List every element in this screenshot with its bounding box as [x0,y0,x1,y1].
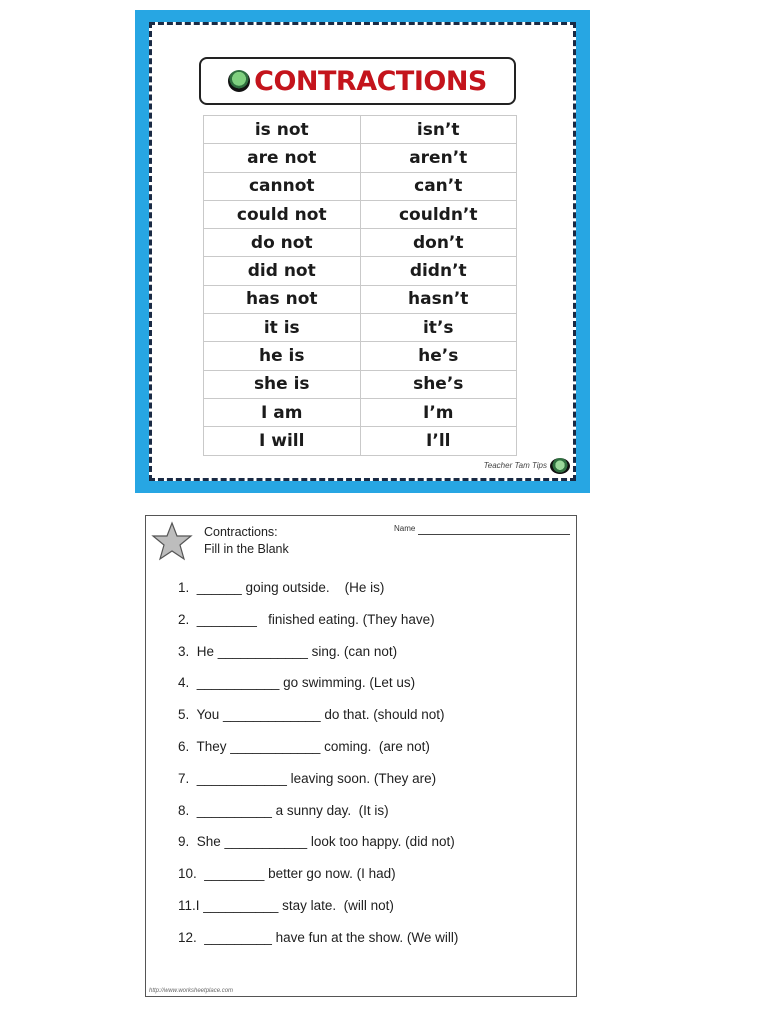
exercise-item: 1. ______ going outside. (He is) [178,580,385,595]
contraction-cell: don’t [360,229,517,257]
badge-icon [228,70,250,92]
full-form-cell: do not [204,229,361,257]
contraction-row [204,398,517,426]
poster-panel [149,22,576,481]
contraction-cell: hasn’t [360,285,517,313]
contraction-cell: I’m [360,398,517,426]
full-form-cell: she is [204,370,361,398]
full-form-cell: I am [204,398,361,426]
exercise-item: 11.I __________ stay late. (will not) [178,897,394,913]
contraction-row [204,172,517,200]
exercise-list [178,578,458,960]
contraction-cell: didn’t [360,257,517,285]
contraction-row [204,285,517,313]
full-form-cell: it is [204,314,361,342]
source-url: http://www.worksheetplace.com [149,988,234,994]
full-form-cell: I will [204,427,361,455]
name-label: Name [394,524,416,533]
contraction-row [204,144,517,172]
contraction-row [204,200,517,228]
worksheet-title [204,524,289,558]
exercise-item: 3. He ____________ sing. (can not) [178,643,398,659]
contraction-cell: isn’t [360,116,517,144]
exercise-item: 4. ___________ go swimming. (Let us) [178,675,416,691]
star-icon [151,521,193,561]
poster-title-box [199,57,516,105]
contraction-row [204,427,517,455]
exercise-item: 7. ____________ leaving soon. (They are) [178,770,437,786]
contraction-row [204,342,517,370]
worksheet-title-line2: Fill in the Blank [204,542,289,556]
contraction-row [204,229,517,257]
contractions-poster [135,10,590,493]
exercise-item: 6. They ____________ coming. (are not) [178,738,430,754]
contraction-cell: aren’t [360,144,517,172]
exercise-item: 5. You _____________ do that. (should not) [178,707,445,723]
full-form-cell: cannot [204,172,361,200]
badge-icon [550,458,570,474]
contraction-cell: can’t [360,172,517,200]
contraction-cell: couldn’t [360,200,517,228]
contraction-cell: I’ll [360,427,517,455]
full-form-cell: did not [204,257,361,285]
full-form-cell: he is [204,342,361,370]
full-form-cell: are not [204,144,361,172]
contraction-row [204,370,517,398]
exercise-item: 2. ________ finished eating. (They have) [178,611,435,627]
full-form-cell: is not [204,116,361,144]
contraction-cell: he’s [360,342,517,370]
worksheet [145,515,577,997]
full-form-cell: could not [204,200,361,228]
full-form-cell: has not [204,285,361,313]
contraction-row [204,314,517,342]
contraction-row [204,257,517,285]
contraction-cell: she’s [360,370,517,398]
contractions-table [203,115,517,456]
exercise-item: 9. She ___________ look too happy. (did not) [178,834,455,850]
worksheet-title-line1: Contractions: [204,525,278,539]
poster-title: CONTRACTIONS [254,65,487,97]
poster-credit: Teacher Tam Tips [483,461,547,470]
name-field-line [418,534,570,535]
contraction-row [204,116,517,144]
exercise-item: 8. __________ a sunny day. (It is) [178,802,389,818]
contraction-cell: it’s [360,314,517,342]
exercise-item: 12. _________ have fun at the show. (We will) [178,929,459,945]
exercise-item: 10. ________ better go now. (I had) [178,866,396,882]
